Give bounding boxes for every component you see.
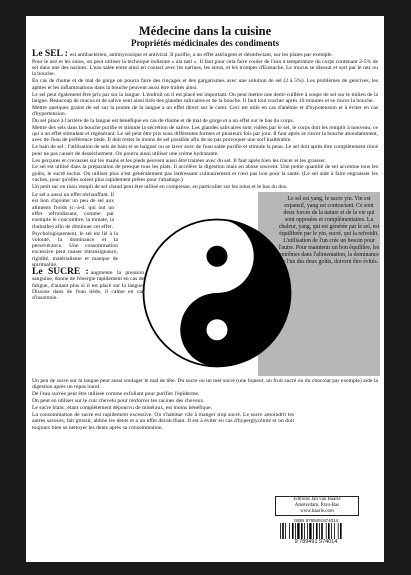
sel-section bbox=[26, 51, 384, 190]
sucre-paragraph: Le sucre blanc, étant complètement dépourvu de minéraux, est moins bénéfique. bbox=[32, 405, 213, 412]
publisher-location: Amsterdam, Pays-Bas bbox=[294, 503, 340, 508]
sucre-section bbox=[26, 378, 384, 431]
isbn-label: ISBN 9789491974014 bbox=[293, 518, 339, 523]
sel-paragraph: Les gerçures et crevasses sur les mains et les pieds peuvent aussi être traitées avec du sel. Il faut après bien les rincer et les graisser. bbox=[32, 157, 327, 164]
barcode-area bbox=[274, 518, 358, 545]
sel-paragraph: Le SEL : est antibactérien, antimycosique et antiviral. Il purifie, a un effet astringent et désinfectant, sur les plaies par exemple. bbox=[32, 49, 333, 59]
barcode-image bbox=[278, 523, 354, 539]
salt-warming-paragraph: Le sel a aussi un effet réchauffant. Il est bon d'ajouter un peu de sel aux aliments froids (c.-à-d. qui ont un effet refroidissant, comme par exemple le concombre, la tomate, la rhubarbe) afin de diminuer cet effet. bbox=[32, 192, 114, 230]
publisher-name: Editions Jan van Baarle bbox=[293, 497, 341, 502]
page-subtitle: Propriétés médicinales des condiments bbox=[130, 38, 280, 48]
salt-psychology-paragraph: Psychologiquement, le sel est lié à la volonté, la dominance et la persévérance. Une consommation excessive peut causer intransigeance, rigidité, matérialisme et manque de spiritualité. bbox=[32, 230, 118, 269]
mid-left-column bbox=[32, 192, 182, 302]
sel-paragraph: Pour le nez et les sinus, on peut utiliser la technique indienne « ala neti ». Il faut pour cela faire couler de l'eau à température du corps contenant 2-5% de sel dans une des narines. L'eau salée entre ainsi en contact avec les narines, les sinus, et les trompes d'Eustache. Le mucus se dissout et sort par le nez ou la bouche. bbox=[32, 58, 378, 78]
sel-paragraph: Mettre des sels dans la bouche purifie et stimule la sécrétion de salive. Les glandes salivaires sont vidées par le sel, le corps doit les remplir à nouveau, ce qui a un effet stimulant et régénérant. Le sel peut être pris sous différentes formes et plusieurs fois par jour. Il faut après se rincer la bouche abondamment, avec de l'eau de préférence tiède. Il doit rester le moins de sel possible afin de ne pas provoquer une soif inaltérable. bbox=[32, 124, 378, 144]
sel-paragraph: Le bain de sel : l'utilisation de sels de bain et se baigner ou se laver avec de l'eau salée purifie et stimule la peau. Le sel doit après être complètement rincé pour ne pas causer de dessèchement. On pourra aussi utiliser une crème hydratante. bbox=[32, 144, 378, 157]
sel-paragraph: Mettre quelques grains de sel sur la pointe de la langue a un effet direct sur le cœur. Ceci est utile en cas d'anémie et d'hypotension et à éviter en cas d'hypertension. bbox=[32, 104, 378, 118]
sel-paragraph: Le sel est utilisé dans la préparation de presque tous les plats. Il accélère la digestion mais en abuse souvent. Une petite quantité de sel accentue tous les goûts, le sucré inclus. On utiliser plus n'est généralement pas intéressant culinairement et n'est pas bon pour la santé. (Le sel aide à faire engraisser les vaches, pour qu'elles soient plus rapidement prêtes pour l'abattage.) bbox=[32, 164, 378, 183]
sel-paragraph: Le sel peut également être pris par sur la langue. L'endroit où il est placé est important. On peut mettre une demi-cuillère à soupe de sel sur le milieu de la langue. Beaucoup de mucus et de salive sont ainsi tirés des glandes salivaires et de la bouche. Il faut tout cracher après 10 minutes et se rincer la bouche. bbox=[32, 91, 378, 104]
isbn-number: 9 789491 974014 bbox=[294, 539, 338, 545]
sucre-paragraph: Un peu de sucre sur la langue peut aussi soulager le mal de tête. Du sucre ou un met sucré (une liqueur, un fruit sucré ou du chocolat par exemple) aide la digestion après un repas lourd. bbox=[32, 378, 378, 391]
sel-paragraph: Du sel placé à l'arrière de la langue est bénéfique en cas de rhume et de mal de gorge et a un effet sur le bas du corps. bbox=[32, 117, 295, 124]
yin-yang-text: Le sel est yang, le sucre yin. Yin est expansif, yang est contractant. Ce sont deux forces de la nature et de la vie qui sont opposées et complémentaires. La chaleur, yang, qui est générée par le sel, est équilibrée par le yin, sucré, qui la refroidit. L'utilisation de l'un crée un besoin pour l'autre. Pour maintenir un bon équilibre, les extrêmes dans l'alimentation, la dominance de l'un des deux goûts, doivent être évités. bbox=[278, 196, 380, 266]
sel-heading: Le SEL : bbox=[32, 49, 68, 59]
sucre-paragraph: De l'eau sucrée peut être utilisée comme exfoliant pour purifier l'épiderme. bbox=[32, 391, 200, 398]
document-sheet bbox=[26, 16, 384, 562]
sucre-paragraph: Le SUCRE : augmente la pression sanguine, donne de l'énergie rapidement en cas de fatigue, d'autant plus si il est placé sur la langue. Dissous dans de l'eau tiède, il calme en cas d'insomnie. bbox=[32, 266, 144, 302]
publisher-website: www.baarle.com bbox=[300, 509, 334, 514]
sucre-paragraph: La consommation de sucre est rapidement excessive. On s'habitue vite à manger trop sucré. Le sucre amoindrit les autres saveurs, fait grossir, abîme les dents et a un effet décalcifiant. Il est à éviter en cas d'hyperglycémie et on doit toujours bien se nettoyer les dents après sa consommation. bbox=[32, 412, 294, 431]
sucre-paragraph: On peut en utiliser sur le cuir chevelu pour renforcer les racines des cheveux. bbox=[32, 398, 205, 405]
sucre-heading: Le SUCRE : bbox=[32, 266, 89, 277]
publisher-box bbox=[275, 496, 359, 516]
sel-paragraph: Un petit sac en tissu rempli de sel chaud peut être utilisé en compresse, en particulier sur les reins et le bas du dos. bbox=[32, 183, 288, 190]
yin-yang-section bbox=[26, 192, 384, 376]
sel-paragraph: En cas de rhume et de mal de gorge on pourra faire des rinçages et des gargarismes avec une solution de sel (2 à 5%). Les problèmes de gencives, les aphtes et les inflammations dans la bouche peuvent aussi être traités ainsi. bbox=[32, 78, 378, 91]
page-title: Médecine dans la cuisine bbox=[138, 24, 272, 38]
